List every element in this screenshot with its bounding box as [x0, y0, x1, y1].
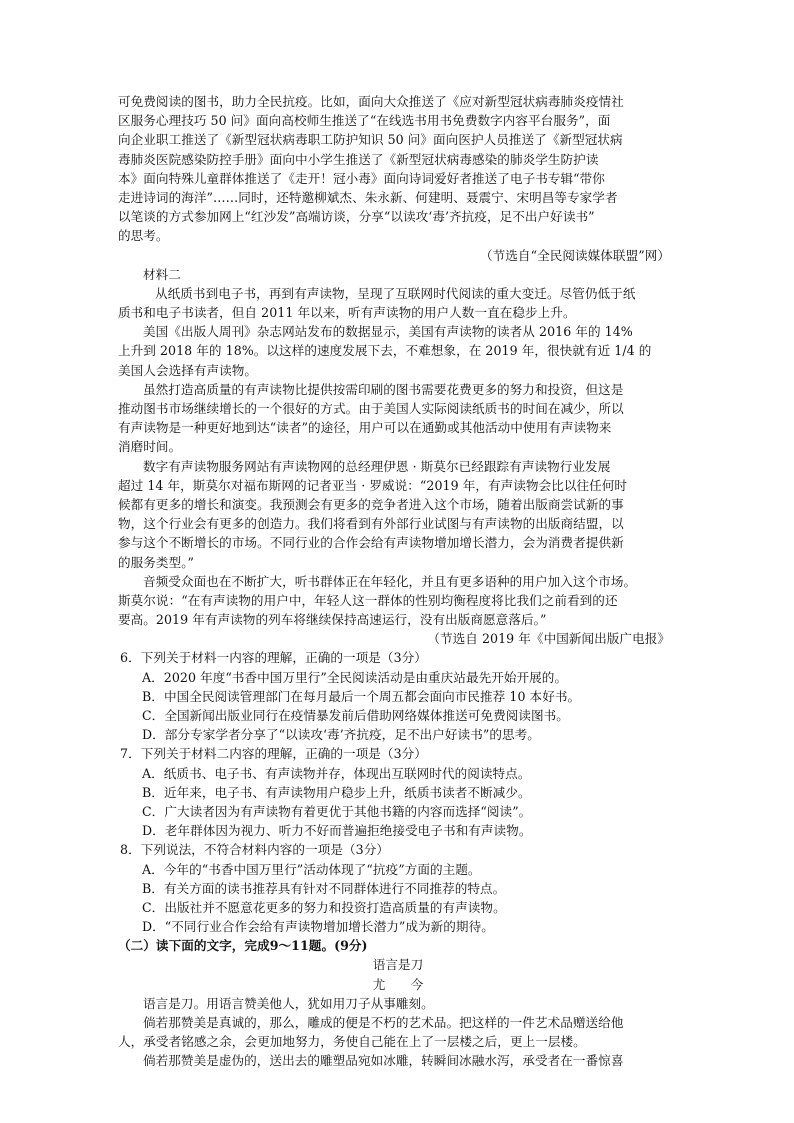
text-line: 以笔谈的方式参加网上“红沙发”高端访谈，分享“以读攻‘毒’齐抗疫，足不出户好读书” — [118, 209, 595, 225]
option-c: C．广大读者因为有声读物有着更优于其他书籍的内容而选择“阅读”。 — [142, 803, 532, 819]
section-heading: （二）读下面的文字，完成9～11题。(9分) — [118, 938, 368, 954]
text-line: 可免费阅读的图书，助力全民抗疫。比如，面向大众推送了《应对新型冠状病毒肺炎疫情社 — [118, 94, 624, 109]
text-line: 语言是刀。用语言赞美他人，犹如用刀子从事雕刻。 — [143, 995, 434, 1011]
text-line: 美国《出版人周刊》杂志网站发布的数据显示，美国有声读物的读者从 2016 年的 14% — [143, 324, 633, 340]
option-b: B．有关方面的读书推荐具有针对不同群体进行不同推荐的特点。 — [142, 880, 506, 896]
text-line: 推动图书市场继续增长的一个很好的方式。由于美国人实际阅读纸质书的时间在减少，所以 — [118, 401, 624, 416]
text-line: 人，承受者铭感之余，会更加地努力，务使自己能在上了一层楼之后，更上一层楼。 — [118, 1034, 586, 1050]
text-line: 倘若那赞美是虚伪的，送出去的雕塑品宛如冰雕，转瞬间冰融水泻，承受者在一番惊喜 — [143, 1053, 624, 1069]
text-line: 消磨时间。 — [118, 439, 182, 455]
text-line: 候都有更多的增长和演变。我预测会有更多的竞争者进入这个市场，随着出版商尝试新的事 — [118, 496, 624, 512]
text-line: 要高。2019 年有声读物的列车将继续保持高速运行，没有出版商愿意落后。” — [118, 612, 547, 628]
question-stem: 8．下列说法，不符合材料内容的一项是（3分） — [120, 842, 389, 858]
text-line: 虽然打造高质量的有声读物比提供按需印刷的图书需要花费更多的努力和投资，但这是 — [143, 381, 624, 397]
document-page — [118, 92, 678, 1071]
reading-section-2 — [118, 936, 678, 1070]
text-line: 物，这个行业会有更多的创造力。我们将看到有外部行业试图与有声读物的出版商结盟，以 — [118, 516, 624, 532]
text-line: 从纸质书到电子书，再到有声读物，呈现了互联网时代阅读的重大变迁。尽管仍低于纸 — [155, 285, 636, 301]
source-citation: （节选自“全民阅读媒体联盟”网） — [480, 247, 670, 263]
option-d: D．“不同行业合作会给有声读物增加增长潜力”成为新的期待。 — [142, 919, 494, 935]
text-line: 向企业职工推送了《新型冠状病毒职工防护知识 50 问》面向医护人员推送了《新型冠状病 — [118, 132, 623, 148]
question-8 — [118, 840, 678, 936]
text-line: 斯莫尔说：“在有声读物的用户中，年轻人这一群体的性别均衡程度将比我们之前看到的还 — [118, 592, 618, 608]
question-stem: 6．下列关于材料一内容的理解，正确的一项是（3分） — [120, 650, 427, 666]
question-6 — [118, 648, 678, 744]
question-stem: 7．下列关于材料二内容的理解，正确的一项是（3分） — [120, 746, 427, 762]
option-a: A．今年的“书香中国万里行”活动体现了“抗疫”方面的主题。 — [142, 861, 481, 877]
text-line: 质书和电子书读者，但自 2011 年以来，听有声读物的用户人数一直在稳步上升。 — [118, 305, 576, 321]
text-line: 数字有声读物服务网站有声读物网的总经理伊恩 · 斯莫尔已经跟踪有声读物行业发展 — [143, 458, 611, 474]
option-a: A．纸质书、电子书、有声读物并存，体现出互联网时代的阅读特点。 — [142, 765, 531, 781]
text-line: 的服务类型。” — [118, 554, 195, 570]
source-citation: （节选自 2019 年《中国新闻出版广电报》 — [427, 631, 670, 647]
article-title: 语言是刀 — [372, 957, 424, 973]
text-line: 上升到 2018 年的 18%。以这样的速度发展下去，不难想象，在 2019 年，很快就有近 1/4 的 — [118, 343, 652, 359]
text-line: 倘若那赞美是真诚的，那么，雕成的便是不朽的艺术品。把这样的一件艺术品赠送给他 — [143, 1015, 624, 1030]
text-line: 有声读物是一种更好地到达“读者”的途径，用户可以在通勤或其他活动中使用有声读物来 — [118, 420, 612, 436]
text-line: 参与这个不断增长的市场。不同行业的合作会给有声读物增加增长潜力，会为消费者提供新 — [118, 535, 624, 551]
text-line: 的思考。 — [118, 228, 169, 244]
material-2-text — [118, 265, 678, 649]
article-author: 尤 今 — [372, 976, 424, 992]
text-line: 毒肺炎医院感染防控手册》面向中小学生推送了《新型冠状病毒感染的肺炎学生防护读 — [118, 151, 599, 167]
option-b: B．中国全民阅读管理部门在每月最后一个周五都会面向市民推荐 10 本好书。 — [142, 688, 581, 704]
text-line: 超过 14 年，斯莫尔对福布斯网的记者亚当 · 罗威说：“2019 年，有声读物会比以往任何时 — [118, 477, 628, 493]
text-line: 美国人会选择有声读物。 — [118, 362, 258, 378]
question-7 — [118, 744, 678, 840]
material-1-text — [118, 92, 678, 265]
text-line: 本》面向特殊儿童群体推送了《走开！冠小毒》面向诗词爱好者推送了电子书专辑“带你 — [118, 170, 605, 186]
text-line: 区服务心理技巧 50 问》面向高校师生推送了“在线选书用书免费数字内容平台服务”，面 — [118, 113, 611, 129]
option-d: D．部分专家学者分享了“以读攻‘毒’齐抗疫，足不出户好读书”的思考。 — [142, 727, 540, 743]
option-c: C．出版社并不愿意花更多的努力和投资打造高质量的有声读物。 — [142, 899, 506, 915]
option-a: A．2020 年度“书香中国万里行”全民阅读活动是由重庆站最先开始开展的。 — [142, 669, 568, 685]
option-c: C．全国新闻出版业同行在疫情暴发前后借助网络媒体推送可免费阅读图书。 — [142, 708, 569, 723]
option-d: D．老年群体因为视力、听力不好而普遍拒绝接受电子书和有声读物。 — [142, 823, 532, 839]
section-heading: 材料二 — [143, 266, 181, 282]
text-line: 音频受众面也在不断扩大，听书群体正在年轻化，并且有更多语种的用户加入这个市场。 — [143, 573, 637, 589]
text-line: 走进诗词的海洋”……同时，还特邀柳斌杰、朱永新、何建明、聂震宁、宋明昌等专家学者 — [118, 189, 618, 205]
option-b: B．近年来，电子书、有声读物用户稳步上升，纸质书读者不断减少。 — [142, 784, 531, 800]
